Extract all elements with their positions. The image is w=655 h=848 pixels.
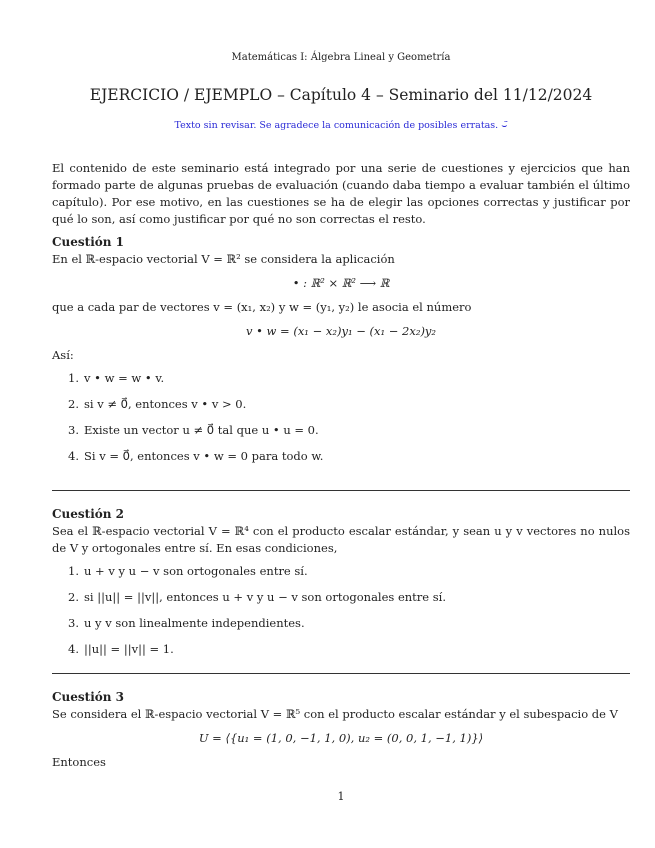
question-2-statement: Sea el ℝ-espacio vectorial V = ℝ⁴ con el producto escalar estándar, y sean u y v vectores no nulos de V y ortogonales entre sí. En esas condiciones, <box>52 524 630 555</box>
intro-paragraph: El contenido de este seminario está integrado por una serie de cuestiones y ejercicios que han formado parte de algunas pruebas de evaluación (cuando daba tiempo a evaluar también el último capítulo). Por ese motivo, en las cuestiones se ha de elegir las opciones correctas y justificar por qué lo son, así como justificar por qué no son correctas el resto. <box>52 161 630 226</box>
question-3-entonces: Entonces <box>52 755 106 769</box>
question-1-title: Cuestión 1 <box>52 235 125 249</box>
option: 1. v • w = w • v. <box>68 371 165 385</box>
question-1-map: • : ℝ² × ℝ² ⟶ ℝ <box>292 276 390 290</box>
question-3 <box>52 689 630 771</box>
page-title: EJERCICIO / EJEMPLO – Capítulo 4 – Seminario del 11/12/2024 <box>89 86 593 104</box>
question-3-formula: U = ⟨{u₁ = (1, 0, −1, 1, 0), u₂ = (0, 0, 1, −1, 1)}⟩ <box>198 731 484 745</box>
running-header: Matemáticas I: Álgebra Lineal y Geometría <box>231 52 451 63</box>
option: 1. u + v y u − v son ortogonales entre sí. <box>68 564 308 578</box>
question-2 <box>52 506 630 667</box>
option: 4. Si v = 0⃗, entonces v • w = 0 para todo w. <box>68 449 324 463</box>
divider <box>52 490 630 491</box>
question-2-options <box>68 563 630 658</box>
option: 3. Existe un vector u ≠ 0⃗ tal que u • u = 0. <box>68 423 319 437</box>
question-3-title: Cuestión 3 <box>52 690 125 704</box>
option: 2. si v ≠ 0⃗, entonces v • v > 0. <box>68 397 247 411</box>
question-1-asi: Así: <box>52 348 74 362</box>
page-number: 1 <box>337 790 345 803</box>
question-1-options <box>68 370 630 465</box>
option: 2. si ||u|| = ||v||, entonces u + v y u − v son ortogonales entre sí. <box>68 590 446 604</box>
question-3-statement: Se considera el ℝ-espacio vectorial V = ℝ⁵ con el producto escalar estándar y el subespacio de V <box>52 707 618 721</box>
option: 3. u y v son linealmente independientes. <box>68 616 305 630</box>
question-1-statement: En el ℝ-espacio vectorial V = ℝ² se considera la aplicación <box>52 252 395 266</box>
question-1-statement-2: que a cada par de vectores v = (x₁, x₂) y w = (y₁, y₂) le asocia el número <box>52 300 472 314</box>
option: 4. ||u|| = ||v|| = 1. <box>68 642 174 656</box>
question-1-formula: v • w = (x₁ − x₂)y₁ − (x₁ − 2x₂)y₂ <box>245 324 437 338</box>
errata-note: Texto sin revisar. Se agradece la comunicación de posibles erratas. ⌣̈ <box>174 120 508 131</box>
divider <box>52 673 630 674</box>
question-2-title: Cuestión 2 <box>52 507 125 521</box>
question-1 <box>52 234 630 474</box>
